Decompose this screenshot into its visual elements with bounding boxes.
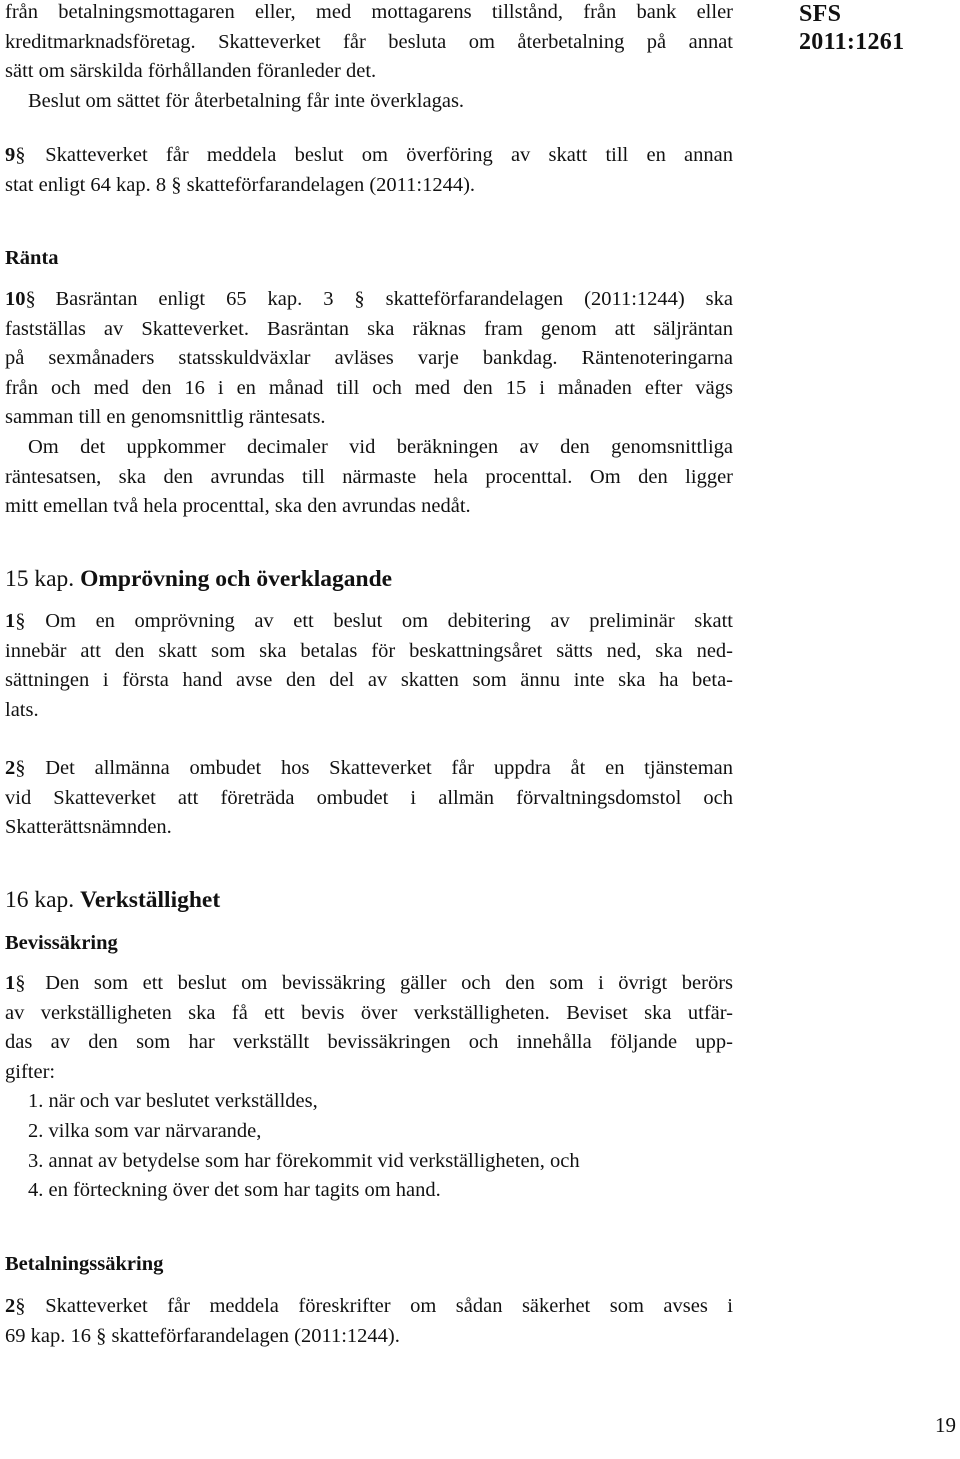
- text-line: [5, 285, 733, 315]
- text-fragment: Om en omprövning av ett beslut om debitering av preliminär skatt: [45, 610, 733, 632]
- chapter-16: [5, 885, 733, 915]
- chapter-title: Omprövning och överklagande: [80, 566, 393, 592]
- text-line: vid Skatteverket att företräda ombudet i allmän förvaltningsdomstol och: [5, 786, 733, 809]
- text-line: samman till en genomsnittlig räntesats.: [5, 406, 326, 429]
- chapter-15-paragraph-2: [5, 754, 733, 843]
- text-line: mitt emellan två hela procenttal, ska den avrundas nedåt.: [5, 495, 471, 518]
- chapter-16-paragraph-2: [5, 1292, 733, 1351]
- chapter-title: Verkställighet: [80, 887, 221, 913]
- section-sign: §: [15, 144, 26, 166]
- section-sign: §: [25, 288, 36, 310]
- paragraph-9: [5, 141, 733, 200]
- section-ranta: [5, 244, 733, 272]
- text-line: sätt om särskilda förhållanden föranleder det.: [5, 60, 377, 83]
- text-line: das av den som har verkställt bevissäkringen och innehålla följande upp-: [5, 1031, 733, 1054]
- page-number: 19: [935, 1413, 956, 1437]
- text-line: på sexmånaders statsskuldväxlar avläses varje bankdag. Räntenoteringarna: [5, 347, 733, 370]
- text-line: fastställas av Skatteverket. Basräntan ska räknas fram genom att säljräntan: [5, 317, 733, 340]
- text-line: från betalningsmottagaren eller, med mottagarens tillstånd, från bank eller: [5, 1, 733, 23]
- paragraph-number: 9: [5, 144, 16, 166]
- text-line: 69 kap. 16 § skatteförfarandelagen (2011:1244).: [5, 1324, 400, 1347]
- text-line: lats.: [5, 698, 39, 721]
- chapter-15-paragraph-1: [5, 607, 733, 725]
- chapter-16-paragraph-1: [5, 969, 733, 1206]
- chapter-15: [5, 564, 733, 594]
- text-line: Om det uppkommer decimaler vid beräkningen av den genomsnittliga: [28, 435, 733, 458]
- list-item: 3. annat av betydelse som har förekommit vid verkställigheten, och: [28, 1149, 580, 1172]
- section-heading: Ränta: [5, 247, 59, 269]
- list-item: 2. vilka som var närvarande,: [28, 1119, 262, 1142]
- text-line: räntesatsen, ska den avrundas till närmaste hela procenttal. Om den ligger: [5, 465, 733, 488]
- list-item: 1. när och var beslutet verkställdes,: [28, 1090, 318, 1113]
- text-line: kreditmarknadsföretag. Skatteverket får besluta om återbetalning på annat: [5, 30, 733, 53]
- text-line: [5, 969, 733, 999]
- paragraph-number: 2: [5, 757, 16, 779]
- text-line: Skatterättsnämnden.: [5, 816, 172, 839]
- text-fragment: Skatteverket får meddela föreskrifter om sådan säkerhet som avses i: [45, 1295, 733, 1317]
- section-sign: §: [15, 610, 26, 632]
- text-line: sättningen i första hand avse den del av skatten som ännu inte ska ha beta-: [5, 669, 733, 692]
- text-line: stat enligt 64 kap. 8 § skatteförfarandelagen (2011:1244).: [5, 173, 476, 196]
- section-heading: Betalningssäkring: [5, 1253, 164, 1275]
- text-line: [5, 607, 733, 637]
- paragraph-number: 10: [5, 288, 26, 310]
- section-sign: §: [15, 972, 26, 994]
- section-heading: Bevissäkring: [5, 932, 118, 954]
- text-fragment: Det allmänna ombudet hos Skatteverket får uppdra åt en tjänsteman: [45, 757, 733, 779]
- paragraph-10: [5, 285, 733, 522]
- chapter-label: 15 kap.: [5, 566, 75, 592]
- text-fragment: Basräntan enligt 65 kap. 3 § skatteförfarandelagen (2011:1244) ska: [55, 288, 733, 310]
- paragraph-number: 2: [5, 1295, 16, 1317]
- section-sign: §: [15, 1295, 26, 1317]
- text-fragment: Den som ett beslut om bevissäkring gäller och den som i övrigt berörs: [45, 972, 733, 994]
- subsection-bevissakring: [5, 929, 733, 957]
- requirements-list: [5, 1087, 733, 1205]
- text-line: från och med den 16 i en månad till och med den 15 i månaden efter vägs: [5, 376, 733, 399]
- chapter-heading: [5, 885, 733, 915]
- text-line: [5, 141, 733, 171]
- text-fragment: Skatteverket får meddela beslut om överföring av skatt till en annan: [45, 144, 733, 166]
- text-line: av verkställigheten ska få ett bevis över verkställigheten. Beviset ska utfär-: [5, 1001, 733, 1024]
- intro-paragraph: [5, 0, 733, 116]
- sfs-number: SFS 2011:1261: [799, 1, 905, 55]
- section-sign: §: [15, 757, 26, 779]
- subsection-betalningssakring: [5, 1250, 733, 1278]
- text-line: [5, 754, 733, 784]
- chapter-label: 16 kap.: [5, 887, 75, 913]
- text-line: Beslut om sättet för återbetalning får inte överklagas.: [28, 89, 465, 112]
- text-line: innebär att den skatt som ska betalas för beskattningsåret sätts ned, ska ned-: [5, 639, 733, 662]
- paragraph-number: 1: [5, 610, 16, 632]
- paragraph-number: 1: [5, 972, 16, 994]
- chapter-heading: [5, 564, 733, 594]
- list-item: 4. en förteckning över det som har tagits om hand.: [28, 1179, 441, 1202]
- text-line: gifter:: [5, 1060, 56, 1083]
- text-line: [5, 1292, 733, 1322]
